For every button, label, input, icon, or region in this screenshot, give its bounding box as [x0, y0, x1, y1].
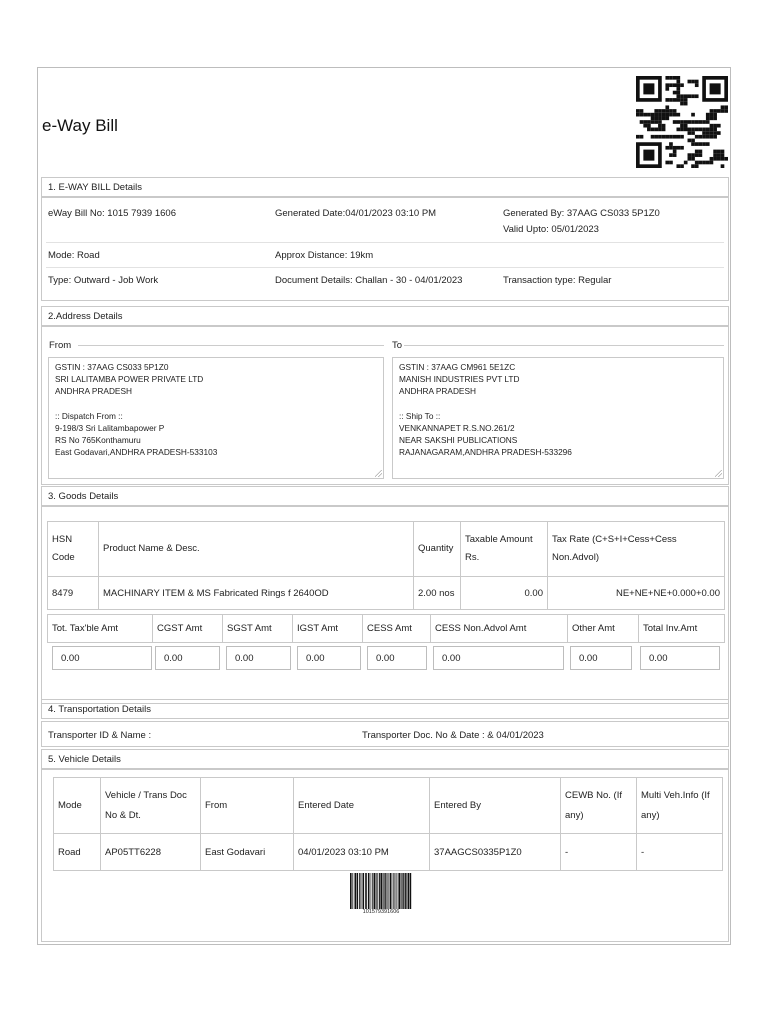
goods-table	[47, 521, 725, 610]
vehicle-table	[53, 777, 723, 871]
ewb-details-section	[41, 197, 729, 301]
from-address-lines	[55, 361, 377, 459]
goods-heading: 3. Goods Details	[41, 486, 729, 506]
transporter-doc: Transporter Doc. No & Date : & 04/01/2023	[362, 730, 544, 741]
transport-section	[41, 721, 729, 747]
cell-cewb: -	[561, 834, 637, 871]
ewb-valid-upto: Valid Upto: 05/01/2023	[503, 224, 599, 235]
address-heading: 2.Address Details	[41, 306, 729, 326]
amt-label: CGST Amt	[153, 615, 223, 643]
resize-grip-icon[interactable]	[715, 470, 722, 477]
address-line: GSTIN : 37AAG CM961 5E1ZC	[399, 362, 516, 372]
address-line	[399, 398, 717, 410]
table-row	[54, 834, 723, 871]
page-title: e-Way Bill	[42, 116, 118, 135]
qr-code	[636, 76, 728, 168]
divider	[78, 345, 384, 346]
cell-qty: 2.00 nos	[414, 577, 461, 610]
col-product: Product Name & Desc.	[99, 522, 414, 577]
cell-entered-by: 37AAGCS0335P1Z0	[430, 834, 561, 871]
transport-heading: 4. Transportation Details	[41, 699, 729, 719]
ewb-distance: Approx Distance: 19km	[275, 250, 374, 261]
col-tax-rate: Tax Rate (C+S+I+Cess+Cess Non.Advol)	[548, 522, 725, 577]
eway-bill-page	[37, 67, 731, 945]
amounts-header-row	[48, 615, 725, 643]
address-line: ANDHRA PRADESH	[399, 386, 476, 397]
cell-hsn: 8479	[48, 577, 99, 610]
amt-value: 0.00	[226, 646, 291, 670]
ewb-generated-by: Generated By: 37AAG CS033 5P1Z0	[503, 208, 660, 219]
amt-value: 0.00	[367, 646, 427, 670]
divider	[46, 242, 724, 243]
barcode	[350, 873, 412, 909]
ewb-transaction: Transaction type: Regular	[503, 275, 612, 286]
address-line: SRI LALITAMBA POWER PRIVATE LTD	[55, 374, 204, 385]
transporter-id: Transporter ID & Name :	[48, 730, 152, 741]
address-line: MANISH INDUSTRIES PVT LTD	[399, 374, 520, 385]
goods-section	[41, 506, 729, 704]
col-mode: Mode	[54, 778, 101, 834]
to-address-box[interactable]	[392, 357, 724, 479]
address-line: VENKANNAPET R.S.NO.261/2	[399, 423, 515, 434]
col-qty: Quantity	[414, 522, 461, 577]
col-from: From	[201, 778, 294, 834]
amt-label: CESS Amt	[363, 615, 431, 643]
amt-value: 0.00	[433, 646, 564, 670]
to-label: To	[392, 340, 403, 351]
address-line: East Godavari,ANDHRA PRADESH-533103	[55, 447, 218, 458]
ewb-mode: Mode: Road	[48, 250, 100, 261]
ewb-document: Document Details: Challan - 30 - 04/01/2023	[275, 275, 463, 286]
table-row	[48, 577, 725, 610]
cell-tax-rate: NE+NE+NE+0.000+0.00	[548, 577, 725, 610]
cell-multi: -	[637, 834, 723, 871]
from-address-box[interactable]	[48, 357, 384, 479]
to-address-lines	[399, 361, 717, 459]
cell-mode: Road	[54, 834, 101, 871]
address-line: NEAR SAKSHI PUBLICATIONS	[399, 435, 518, 446]
table-header-row	[54, 778, 723, 834]
address-line	[55, 398, 377, 410]
ewb-generated-date: Generated Date:04/01/2023 03:10 PM	[275, 208, 437, 219]
cell-entered-date: 04/01/2023 03:10 PM	[294, 834, 430, 871]
amt-value: 0.00	[297, 646, 361, 670]
amt-label: Total Inv.Amt	[639, 615, 725, 643]
amt-value: 0.00	[640, 646, 720, 670]
divider	[404, 345, 724, 346]
address-line: :: Ship To ::	[399, 410, 441, 421]
col-cewb: CEWB No. (If any)	[561, 778, 637, 834]
ewb-type: Type: Outward - Job Work	[48, 275, 159, 286]
amt-value: 0.00	[52, 646, 152, 670]
amt-label: Other Amt	[568, 615, 639, 643]
cell-product: MACHINARY ITEM & MS Fabricated Rings f 2640OD	[99, 577, 414, 610]
amt-value: 0.00	[155, 646, 220, 670]
col-vehicle: Vehicle / Trans Doc No & Dt.	[101, 778, 201, 834]
address-section	[41, 326, 729, 485]
address-line: ANDHRA PRADESH	[55, 386, 132, 397]
col-taxable: Taxable Amount Rs.	[461, 522, 548, 577]
ewb-details-heading: 1. E-WAY BILL Details	[41, 177, 729, 197]
amt-value: 0.00	[570, 646, 632, 670]
barcode-number: 101579391606	[362, 909, 400, 915]
address-line: GSTIN : 37AAG CS033 5P1Z0	[55, 362, 169, 372]
amt-label: IGST Amt	[293, 615, 363, 643]
amt-label: CESS Non.Advol Amt	[431, 615, 568, 643]
address-line: RAJANAGARAM,ANDHRA PRADESH-533296	[399, 447, 572, 458]
from-label: From	[49, 340, 72, 351]
address-line: RS No 765Konthamuru	[55, 435, 141, 446]
amt-label: SGST Amt	[223, 615, 293, 643]
amt-label: Tot. Tax'ble Amt	[48, 615, 153, 643]
col-entered-date: Entered Date	[294, 778, 430, 834]
col-hsn: HSN Code	[48, 522, 99, 577]
address-line: :: Dispatch From ::	[55, 410, 123, 421]
ewb-bill-no: eWay Bill No: 1015 7939 1606	[48, 208, 176, 219]
cell-vehicle: AP05TT6228	[101, 834, 201, 871]
divider	[46, 267, 724, 268]
table-header-row	[48, 522, 725, 577]
resize-grip-icon[interactable]	[375, 470, 382, 477]
address-line: 9-198/3 Sri Lalitambapower P	[55, 423, 165, 434]
cell-taxable: 0.00	[461, 577, 548, 610]
col-entered-by: Entered By	[430, 778, 561, 834]
col-multi: Multi Veh.Info (If any)	[637, 778, 723, 834]
cell-from: East Godavari	[201, 834, 294, 871]
vehicle-section	[41, 769, 729, 942]
vehicle-heading: 5. Vehicle Details	[41, 749, 729, 769]
